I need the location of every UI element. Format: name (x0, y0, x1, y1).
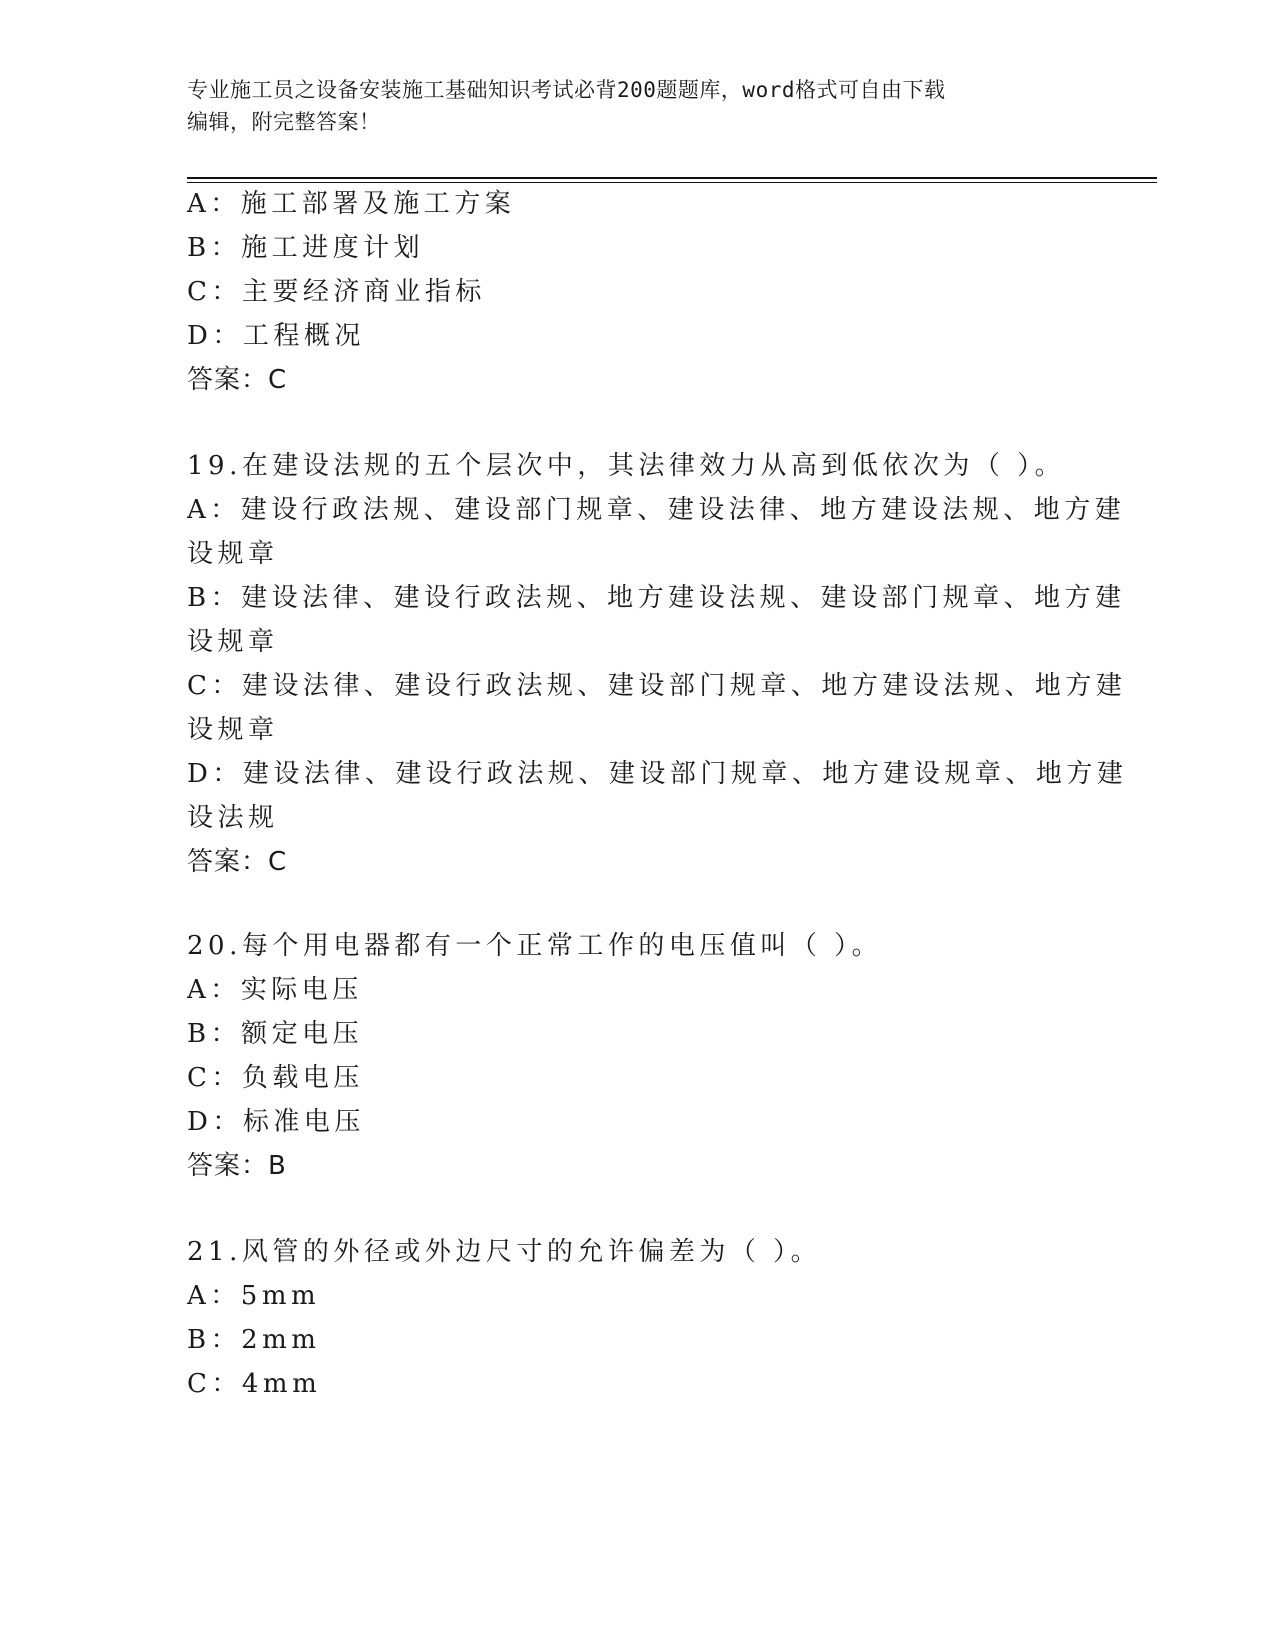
q19-option-a-line-1: A：建设行政法规、建设部门规章、建设法律、地方建设法规、地方建 (187, 495, 1126, 525)
q19-option-a-line-2: 设规章 (187, 539, 279, 569)
header-title-line-2: 编辑，附完整答案！ (187, 110, 381, 134)
q18-option-a: A：施工部署及施工方案 (187, 189, 516, 219)
q19-option-d-line-1: D：建设法律、建设行政法规、建设部门规章、地方建设规章、地方建 (187, 759, 1128, 789)
q19-option-b-line-2: 设规章 (187, 627, 279, 657)
q19-answer: 答案：C (187, 847, 288, 877)
q18-option-c: C：主要经济商业指标 (187, 277, 486, 307)
document-header (187, 74, 1087, 138)
header-divider-thin (187, 182, 1157, 183)
q19-option-b-line-1: B：建设法律、建设行政法规、地方建设法规、建设部门规章、地方建 (187, 583, 1126, 613)
q20-option-d: D：标准电压 (187, 1107, 365, 1137)
q21-option-b: B：2mm (187, 1325, 321, 1355)
q20-option-b: B：额定电压 (187, 1019, 364, 1049)
q18-option-d: D：工程概况 (187, 321, 365, 351)
q19-option-d-line-2: 设法规 (187, 803, 279, 833)
q19-option-c-line-1: C：建设法律、建设行政法规、建设部门规章、地方建设法规、地方建 (187, 671, 1127, 701)
q20-answer: 答案：B (187, 1151, 287, 1181)
header-title-line-1: 专业施工员之设备安装施工基础知识考试必背200题题库，word格式可自由下载 (187, 78, 946, 102)
q21-question: 21.风管的外径或外边尺寸的允许偏差为（ ）。 (187, 1237, 822, 1267)
q21-option-a: A：5mm (187, 1281, 321, 1311)
q18-option-b: B：施工进度计划 (187, 233, 425, 263)
q19-question: 19.在建设法规的五个层次中，其法律效力从高到低依次为（ ）。 (187, 451, 1066, 481)
q20-option-c: C：负载电压 (187, 1063, 364, 1093)
q19-option-c-line-2: 设规章 (187, 715, 279, 745)
q18-answer: 答案：C (187, 365, 288, 395)
q20-option-a: A：实际电压 (187, 975, 363, 1005)
q21-option-c: C：4mm (187, 1369, 322, 1399)
q20-question: 20.每个用电器都有一个正常工作的电压值叫（ ）。 (187, 931, 883, 961)
header-divider-thick (187, 177, 1157, 179)
